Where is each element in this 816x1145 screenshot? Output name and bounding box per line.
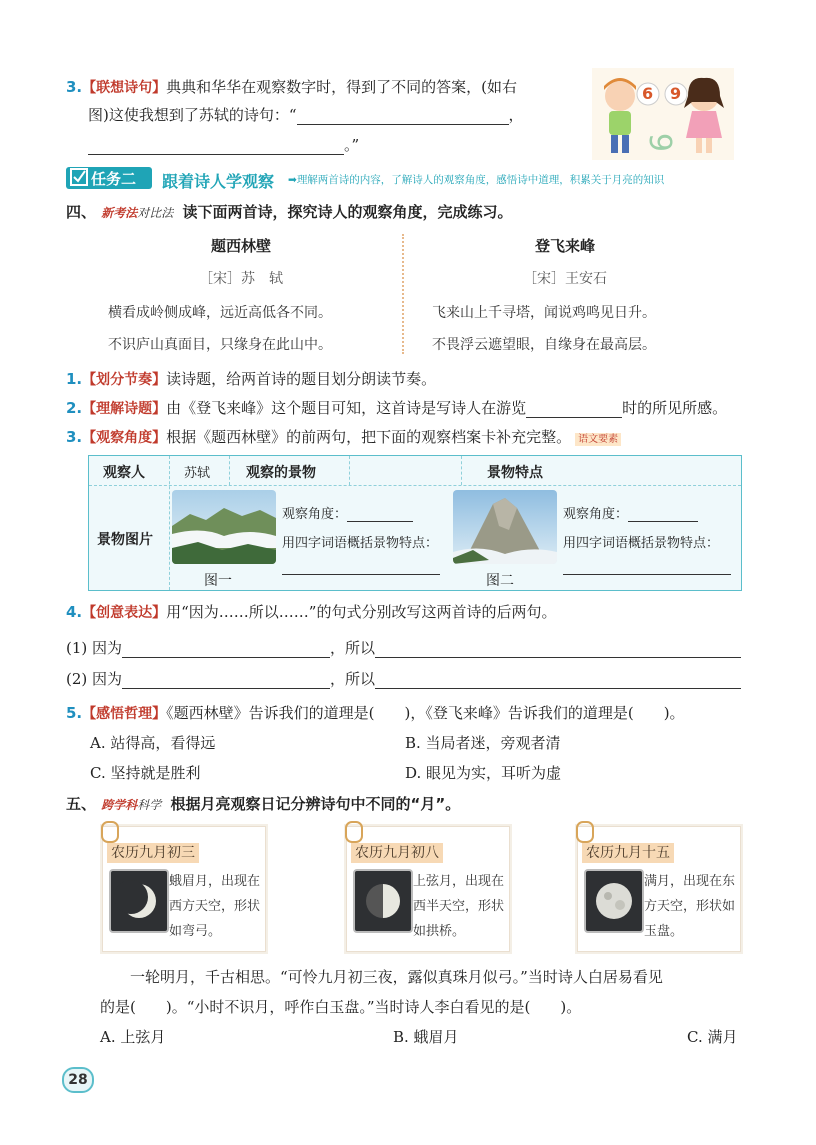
question-text: 根据《题西林壁》的前两句，把下面的观察档案卡补充完整。 <box>166 428 572 446</box>
poem2-title: 登飞来峰 <box>535 237 596 255</box>
question-number: 5. <box>66 704 83 722</box>
angle-field-1 <box>282 503 413 522</box>
page-number: 28 <box>62 1067 94 1093</box>
question-tag: 【划分节奏】 <box>82 372 167 388</box>
moon-option-a[interactable]: A. 上弦月 <box>100 1028 166 1046</box>
section-prefix: 五、 <box>66 795 97 813</box>
q3 <box>66 426 621 447</box>
section-prefix: 四、 <box>66 203 97 221</box>
q2 <box>66 397 727 418</box>
section4-heading <box>66 201 513 222</box>
punctuation: ， <box>508 106 524 124</box>
so-label: ，所以 <box>330 639 376 657</box>
poem1-title: 题西林壁 <box>211 237 272 255</box>
moon-card-1 <box>102 826 266 952</box>
task-title: 跟着诗人学观察 <box>162 172 275 191</box>
question-tag: 【创意表达】 <box>82 605 167 621</box>
moon-passage-line2: 的是( )。“小时不识月，呼作白玉盘。”当时诗人李白看见的是( )。 <box>100 998 582 1016</box>
cartoon-number-9: 9 <box>670 84 682 103</box>
question-tag: 【观察角度】 <box>82 430 167 446</box>
cartoon-number-6: 6 <box>642 84 654 103</box>
question-number: 3. <box>66 78 83 96</box>
question-text: 《题西林壁》告诉我们的道理是( )，《登飞来峰》告诉我们的道理是( )。 <box>166 704 685 722</box>
badge-cross: 跨学科 <box>101 798 138 812</box>
poem2-line2: 不畏浮云遮望眼，自缘身在最高层。 <box>432 337 656 353</box>
moon-card-desc: 满月，出现在东方天空，形状如玉盘。 <box>644 874 736 939</box>
table-divider <box>169 456 170 590</box>
full-moon-icon <box>584 869 644 933</box>
arrow-right-icon: ➡ <box>288 174 297 186</box>
angle-field-2 <box>563 503 698 522</box>
answer-blank[interactable] <box>282 574 440 575</box>
checkbox-icon <box>70 168 88 186</box>
answer-blank[interactable] <box>375 672 741 689</box>
table-divider <box>349 456 350 485</box>
question-tag: 【联想诗句】 <box>82 80 167 96</box>
moon-card-desc: 上弦月，出现在西半天空，形状如拱桥。 <box>413 874 505 939</box>
picture-caption-1: 图一 <box>204 573 232 589</box>
summary-label-2: 用四字词语概括景物特点： <box>563 536 720 551</box>
paperclip-icon <box>101 821 119 843</box>
poem1-line2: 不识庐山真面目，只缘身在此山中。 <box>108 337 332 353</box>
answer-blank[interactable] <box>375 641 741 658</box>
method-badge <box>101 206 173 220</box>
summary-label-1: 用四字词语概括景物特点： <box>282 536 439 551</box>
question-tag: 【理解诗题】 <box>82 401 167 417</box>
question-text: 图)这使我想到了苏轼的诗句：“ <box>88 106 297 124</box>
cartoon-kids-illustration <box>592 68 734 160</box>
section-instruction: 根据月亮观察日记分辨诗句中不同的“月”。 <box>170 795 461 813</box>
q4-item1 <box>66 637 741 658</box>
question-text: 用“因为……所以……”的句式分别改写这两首诗的后两句。 <box>166 603 557 621</box>
q3-top-line2 <box>88 104 524 125</box>
q5-option-c[interactable]: C. 坚持就是胜利 <box>90 764 201 782</box>
answer-blank[interactable] <box>297 108 509 125</box>
section-instruction: 读下面两首诗，探究诗人的观察角度，完成练习。 <box>182 203 513 221</box>
q1 <box>66 368 436 389</box>
moon-card-date: 农历九月初三 <box>107 843 199 863</box>
badge-kind: 对比法 <box>137 206 174 220</box>
moon-card-3 <box>577 826 741 952</box>
question-text: 由《登飞来峰》这个题目可知，这首诗是写诗人在游览 <box>166 399 527 417</box>
question-text: 读诗题，给两首诗的题目划分朗读节奏。 <box>166 370 437 388</box>
q3-top-line3 <box>88 134 359 155</box>
picture-caption-2: 图二 <box>486 573 514 589</box>
q4 <box>66 601 556 622</box>
header-feature: 景物特点 <box>487 465 543 481</box>
answer-blank[interactable] <box>88 138 344 155</box>
question-number: 1. <box>66 370 83 388</box>
element-badge: 语文要素 <box>575 433 621 446</box>
poem2-line1: 飞来山上千寻塔，闻说鸡鸣见日升。 <box>432 305 656 321</box>
answer-blank[interactable] <box>122 672 330 689</box>
answer-blank[interactable] <box>628 507 698 522</box>
moon-card-2 <box>346 826 510 952</box>
punctuation: 。” <box>344 136 360 154</box>
answer-blank[interactable] <box>122 641 330 658</box>
q5-option-b[interactable]: B. 当局者迷，旁观者清 <box>405 734 561 752</box>
q3-top-line1 <box>66 76 517 97</box>
crescent-moon-icon <box>109 869 169 933</box>
answer-blank[interactable] <box>347 507 413 522</box>
question-text: 典典和华华在观察数字时，得到了不同的答案，(如右 <box>166 78 517 96</box>
section5-heading <box>66 793 460 814</box>
svg-text:6: 6 <box>645 132 680 152</box>
moon-card-desc: 蛾眉月，出现在西方天空，形状如弯弓。 <box>169 874 261 939</box>
poem-divider <box>402 234 406 354</box>
angle-label: 观察角度： <box>282 507 348 522</box>
item-label: (1) 因为 <box>66 639 123 657</box>
task-banner-label <box>70 168 136 189</box>
poem2-author: ［宋］王安石 <box>523 271 607 287</box>
q5-option-a[interactable]: A. 站得高，看得远 <box>90 734 216 752</box>
moon-card-date: 农历九月初八 <box>351 843 443 863</box>
header-scenery: 观察的景物 <box>246 465 316 481</box>
moon-card-date: 农历九月十五 <box>582 843 674 863</box>
task-label: 任务二 <box>91 170 137 188</box>
question-text-end: 时的所见所感。 <box>622 399 728 417</box>
item-label: (2) 因为 <box>66 670 123 688</box>
moon-option-c[interactable]: C. 满月 <box>687 1028 738 1046</box>
question-number: 4. <box>66 603 83 621</box>
paperclip-icon <box>345 821 363 843</box>
badge-science: 科学 <box>137 798 162 812</box>
answer-blank[interactable] <box>526 401 622 418</box>
poem1-author: ［宋］苏 轼 <box>199 271 283 287</box>
task-subtitle <box>288 172 664 187</box>
moon-passage-line1: 一轮明月，千古相思。“可怜九月初三夜，露似真珠月似弓。”当时诗人白居易看见 <box>130 968 663 986</box>
q5-option-d[interactable]: D. 眼见为实，耳听为虚 <box>405 764 562 782</box>
mountain-photo-2 <box>453 490 557 564</box>
question-tag: 【感悟哲理】 <box>82 706 167 722</box>
q4-item2 <box>66 668 741 689</box>
observer-name: 苏轼 <box>184 466 211 481</box>
table-divider <box>229 456 230 485</box>
so-label: ，所以 <box>330 670 376 688</box>
moon-option-b[interactable]: B. 蛾眉月 <box>393 1028 459 1046</box>
header-picture: 景物图片 <box>97 532 153 548</box>
half-moon-icon <box>353 869 413 933</box>
poem1-line1: 横看成岭侧成峰，远近高低各不同。 <box>108 305 332 321</box>
subject-badge <box>101 798 161 812</box>
question-number: 3. <box>66 428 83 446</box>
task-subtitle-text: 理解两首诗的内容，了解诗人的观察角度，感悟诗中道理，积累关于月亮的知识 <box>296 174 665 186</box>
header-observer: 观察人 <box>103 465 145 481</box>
answer-blank[interactable] <box>563 574 731 575</box>
angle-label: 观察角度： <box>563 507 629 522</box>
paperclip-icon <box>576 821 594 843</box>
badge-new: 新考法 <box>101 206 138 220</box>
q5 <box>66 702 685 723</box>
table-divider <box>461 456 462 485</box>
question-number: 2. <box>66 399 83 417</box>
mountain-photo-1 <box>172 490 276 564</box>
